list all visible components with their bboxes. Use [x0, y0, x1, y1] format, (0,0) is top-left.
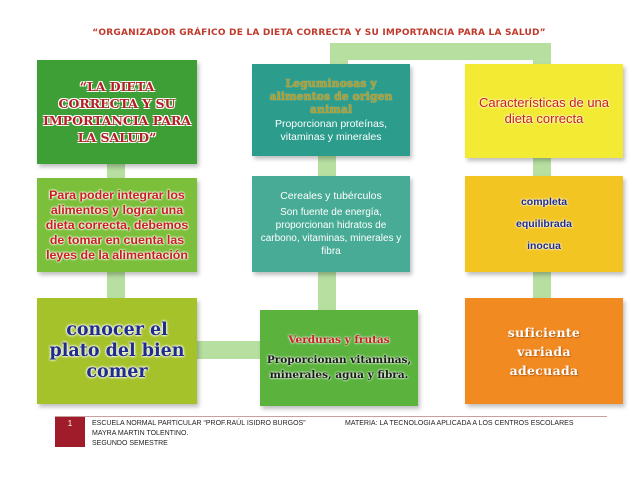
qualities-box	[465, 176, 623, 272]
cereals-box	[252, 176, 410, 272]
legumes-box	[252, 64, 410, 156]
quality-item: equilibrada	[515, 218, 572, 230]
quality-item: inocua	[527, 240, 561, 252]
characteristics-text: Características de una dieta correcta	[478, 95, 610, 126]
footer-school: ESCUELA NORMAL PARTICULAR “PROF.RAÚL ISIDRO BURGOS”	[92, 420, 306, 427]
plate-box	[37, 298, 197, 404]
veggies-box	[260, 310, 418, 406]
properties-box	[465, 298, 623, 404]
footer-author: MAYRA MARTIN TOLENTINO.	[92, 430, 189, 437]
veggies-heading: Verduras y frutas	[288, 333, 390, 346]
plate-text: conocer el plato del bien comer	[49, 319, 185, 382]
document-title: “ORGANIZADOR GRÁFICO DE LA DIETA CORRECTA Y SU IMPORTANCIA PARA LA SALUD”	[92, 28, 546, 38]
connector-top-2-3	[330, 43, 550, 60]
footer-semester: SEGUNDO SEMESTRE	[92, 440, 168, 447]
property-item: suficiente	[507, 324, 581, 340]
legumes-description: Proporcionan proteínas, vitaminas y minerales	[274, 117, 388, 143]
characteristics-box	[465, 64, 623, 158]
veggies-description: Proporcionan vitaminas, minerales, agua y fibra.	[266, 353, 412, 381]
quality-item: completa	[520, 196, 568, 208]
main-topic-text: “LA DIETA CORRECTA Y SU IMPORTANCIA PARA LA SALUD”	[43, 79, 192, 145]
page-number: 1	[55, 417, 85, 447]
cereals-heading: Cereales y tubérculos	[280, 190, 382, 202]
footer-divider	[55, 416, 607, 417]
property-item: adecuada	[509, 362, 579, 378]
cereals-description: Son fuente de energía, proporcionan hidratos de carbono, vitaminas, minerales y fibra	[260, 207, 402, 257]
footer-subject: MATERIA: LA TECNOLOGIA APLICADA A LOS CENTROS ESCOLARES	[345, 420, 574, 427]
main-topic-box	[37, 60, 197, 164]
legumes-heading: Leguminosas y alimentos de origen animal	[269, 76, 393, 116]
intro-text: Para poder integrar los alimentos y lograr una dieta correcta, debemos de tomar en cuenta las leyes de la alimentación	[45, 187, 189, 262]
property-item: variada	[517, 343, 571, 359]
intro-box	[37, 178, 197, 272]
